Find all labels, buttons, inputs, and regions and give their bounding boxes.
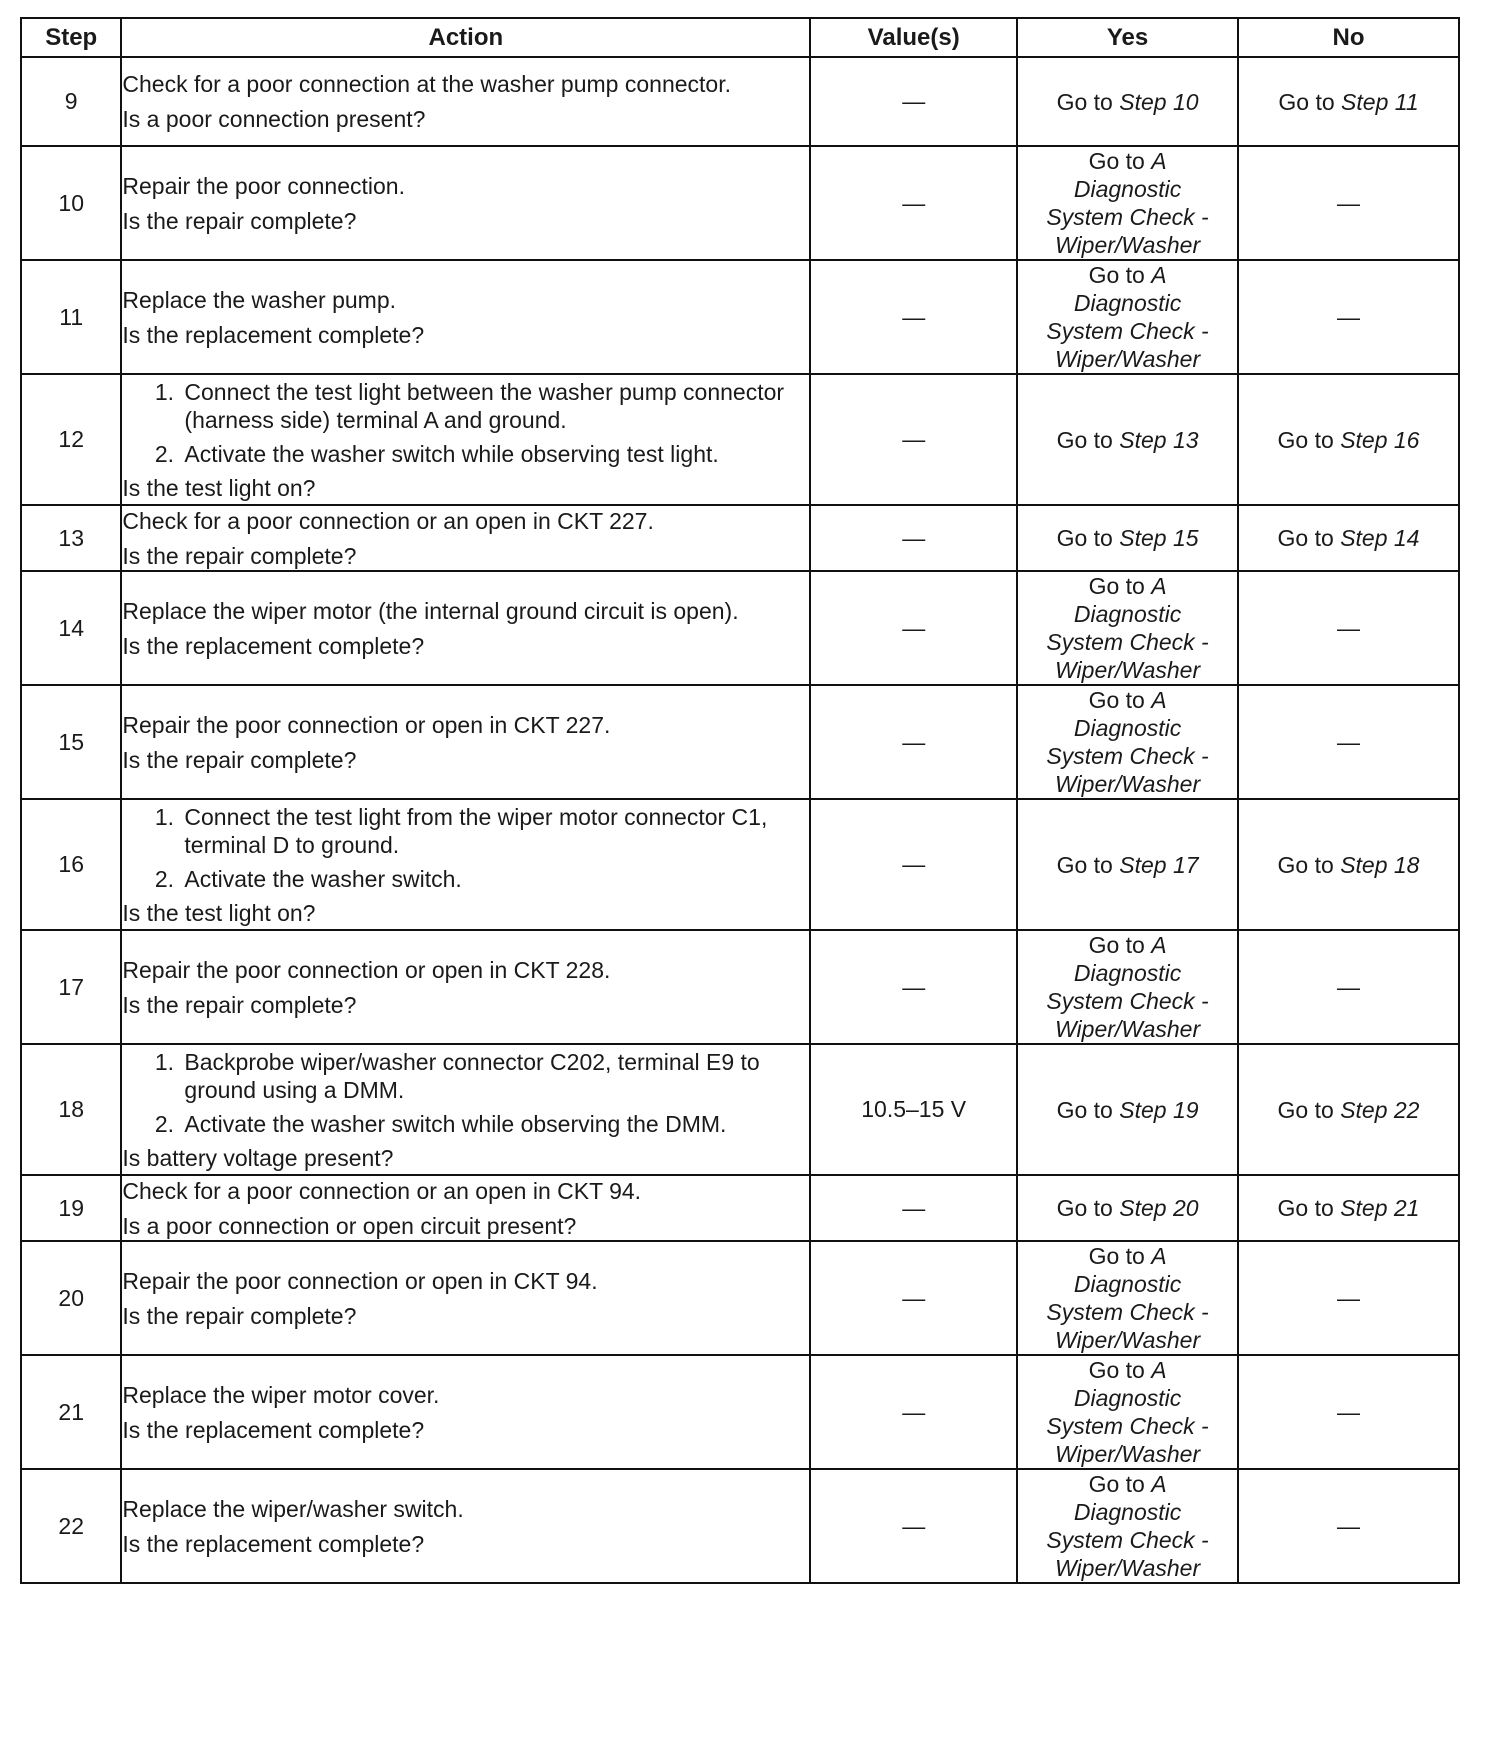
- no-cell: —: [1238, 685, 1459, 799]
- action-step-item: 1. Connect the test light between the washer pump connector (harness side) terminal A and ground.: [180, 378, 809, 434]
- diagnostic-table: [20, 17, 1460, 1584]
- step-number: 13: [21, 505, 121, 571]
- value-cell: —: [810, 146, 1017, 260]
- no-go-prefix: Go to: [1277, 525, 1334, 551]
- action-question: Is the replacement complete?: [122, 1530, 425, 1557]
- header-yes: Yes: [1017, 18, 1238, 57]
- value-cell: —: [810, 1175, 1017, 1241]
- yes-line-prefix: Go to: [1088, 1357, 1152, 1383]
- header-values: Value(s): [810, 18, 1017, 57]
- yes-line: Go to A: [1088, 573, 1167, 599]
- action-text: Replace the washer pump.: [122, 286, 397, 313]
- yes-cell[interactable]: [1017, 930, 1238, 1044]
- step-number: 9: [21, 57, 121, 146]
- header-step: Step: [21, 18, 121, 57]
- table-row: [21, 1175, 1459, 1241]
- table-row: [21, 1355, 1459, 1469]
- step-number: 11: [21, 260, 121, 374]
- action-question: Is the repair complete?: [122, 207, 357, 234]
- yes-line-prefix: Go to: [1088, 573, 1152, 599]
- action-cell: [121, 57, 810, 146]
- no-cell: [1238, 374, 1459, 505]
- action-text: Check for a poor connection at the washer pump connector.: [122, 71, 731, 97]
- no-cell: —: [1238, 571, 1459, 685]
- yes-line: Go to A: [1088, 148, 1167, 174]
- action-cell: [121, 374, 810, 505]
- action-question: Is the replacement complete?: [122, 1416, 425, 1443]
- no-go-prefix: Go to: [1278, 88, 1335, 115]
- action-question: Is a poor connection present?: [122, 106, 426, 132]
- value-cell: —: [810, 1355, 1017, 1469]
- action-text: Repair the poor connection or open in CKT 228.: [122, 956, 611, 983]
- table-body: [21, 57, 1459, 1583]
- value-cell: —: [810, 57, 1017, 146]
- yes-line: System Check -: [1046, 988, 1209, 1014]
- no-cell: —: [1238, 930, 1459, 1044]
- yes-line: Diagnostic: [1073, 960, 1182, 986]
- yes-cell: [1017, 1175, 1238, 1241]
- yes-step-link[interactable]: Step 13: [1119, 426, 1199, 453]
- no-step-link[interactable]: Step 18: [1340, 851, 1420, 878]
- table-header-row: [21, 18, 1459, 57]
- no-cell: —: [1238, 146, 1459, 260]
- yes-go-prefix: Go to: [1056, 851, 1113, 878]
- yes-cell: [1017, 374, 1238, 505]
- action-question: Is the test light on?: [122, 899, 316, 926]
- no-cell: —: [1238, 1355, 1459, 1469]
- no-cell: [1238, 1044, 1459, 1175]
- no-cell: [1238, 799, 1459, 930]
- action-question: Is the repair complete?: [122, 542, 357, 569]
- yes-line-prefix: Go to: [1088, 262, 1152, 288]
- step-number: 22: [21, 1469, 121, 1583]
- yes-line: Wiper/Washer: [1055, 1555, 1201, 1581]
- table-row: [21, 1241, 1459, 1355]
- action-text: Repair the poor connection or open in CKT 94.: [122, 1267, 598, 1294]
- yes-cell[interactable]: [1017, 1355, 1238, 1469]
- yes-step-link[interactable]: Step 17: [1119, 851, 1199, 878]
- action-cell: [121, 260, 810, 374]
- no-cell: —: [1238, 1241, 1459, 1355]
- value-cell: —: [810, 374, 1017, 505]
- yes-step-link[interactable]: Step 20: [1119, 1195, 1199, 1221]
- no-cell: —: [1238, 260, 1459, 374]
- action-step-item: 2. Activate the washer switch.: [180, 865, 809, 893]
- no-cell: —: [1238, 1469, 1459, 1583]
- no-go-prefix: Go to: [1277, 426, 1334, 453]
- yes-line: Wiper/Washer: [1055, 771, 1201, 797]
- action-text: Check for a poor connection or an open in CKT 227.: [122, 507, 654, 534]
- action-question: Is the replacement complete?: [122, 632, 425, 659]
- yes-line: System Check -: [1046, 743, 1209, 769]
- action-step-list: [122, 1048, 809, 1138]
- action-cell: [121, 930, 810, 1044]
- action-cell: [121, 505, 810, 571]
- no-go-prefix: Go to: [1277, 1195, 1334, 1221]
- action-question: Is the repair complete?: [122, 1302, 357, 1329]
- action-question: Is the repair complete?: [122, 746, 357, 773]
- yes-line: System Check -: [1046, 629, 1209, 655]
- yes-line: Diagnostic: [1073, 1271, 1182, 1297]
- value-cell: —: [810, 1469, 1017, 1583]
- yes-cell[interactable]: [1017, 1469, 1238, 1583]
- yes-line: Wiper/Washer: [1055, 1016, 1201, 1042]
- table-row: [21, 260, 1459, 374]
- yes-go-prefix: Go to: [1056, 426, 1113, 453]
- step-number: 16: [21, 799, 121, 930]
- action-step-item: 2. Activate the washer switch while observing the DMM.: [180, 1110, 809, 1138]
- yes-line: Diagnostic: [1073, 715, 1182, 741]
- yes-line: Wiper/Washer: [1055, 1327, 1201, 1353]
- table-row: [21, 146, 1459, 260]
- table-row: [21, 57, 1459, 146]
- action-step-item: 1. Backprobe wiper/washer connector C202, terminal E9 to ground using a DMM.: [180, 1048, 809, 1104]
- action-text: Repair the poor connection.: [122, 172, 405, 199]
- step-number: 10: [21, 146, 121, 260]
- yes-cell: [1017, 505, 1238, 571]
- yes-line: System Check -: [1046, 318, 1209, 344]
- action-text: Replace the wiper motor cover.: [122, 1381, 440, 1408]
- yes-cell: [1017, 799, 1238, 930]
- yes-line: Wiper/Washer: [1055, 346, 1201, 372]
- table-row: [21, 799, 1459, 930]
- yes-go-prefix: Go to: [1056, 525, 1113, 551]
- step-number: 14: [21, 571, 121, 685]
- yes-step-link[interactable]: Step 10: [1119, 88, 1199, 115]
- step-number: 12: [21, 374, 121, 505]
- no-step-link[interactable]: Step 14: [1340, 525, 1420, 551]
- table-row: [21, 1044, 1459, 1175]
- action-cell: [121, 571, 810, 685]
- yes-line: Wiper/Washer: [1055, 232, 1201, 258]
- yes-cell[interactable]: [1017, 571, 1238, 685]
- yes-line: Go to A: [1088, 932, 1167, 958]
- action-question: Is the test light on?: [122, 474, 316, 501]
- step-number: 21: [21, 1355, 121, 1469]
- step-number: 17: [21, 930, 121, 1044]
- no-go-prefix: Go to: [1277, 851, 1334, 878]
- yes-line-prefix: Go to: [1088, 1243, 1152, 1269]
- action-cell: [121, 1241, 810, 1355]
- yes-cell: [1017, 1044, 1238, 1175]
- action-text: Replace the wiper motor (the internal ground circuit is open).: [122, 597, 739, 624]
- yes-line: System Check -: [1046, 204, 1209, 230]
- value-cell: 10.5–15 V: [810, 1044, 1017, 1175]
- no-step-link[interactable]: Step 11: [1341, 88, 1419, 115]
- step-number: 19: [21, 1175, 121, 1241]
- action-step-item: 1. Connect the test light from the wiper motor connector C1, terminal D to ground.: [180, 803, 809, 859]
- value-cell: —: [810, 685, 1017, 799]
- action-cell: [121, 146, 810, 260]
- no-step-link[interactable]: Step 22: [1340, 1096, 1420, 1123]
- yes-line-prefix: Go to: [1088, 932, 1152, 958]
- header-no: No: [1238, 18, 1459, 57]
- action-text: Replace the wiper/washer switch.: [122, 1495, 464, 1522]
- yes-line: Go to A: [1088, 262, 1167, 288]
- no-cell: [1238, 505, 1459, 571]
- value-cell: —: [810, 571, 1017, 685]
- table-row: [21, 930, 1459, 1044]
- yes-cell[interactable]: [1017, 1241, 1238, 1355]
- action-cell: [121, 1044, 810, 1175]
- table-row: [21, 1469, 1459, 1583]
- yes-line: Diagnostic: [1073, 1385, 1182, 1411]
- yes-line-prefix: Go to: [1088, 1471, 1152, 1497]
- table-row: [21, 685, 1459, 799]
- value-cell: —: [810, 260, 1017, 374]
- yes-step-link[interactable]: Step 15: [1119, 525, 1199, 551]
- value-cell: —: [810, 505, 1017, 571]
- step-number: 15: [21, 685, 121, 799]
- action-cell: [121, 799, 810, 930]
- action-text: Check for a poor connection or an open in CKT 94.: [122, 1177, 642, 1204]
- yes-step-link[interactable]: Step 19: [1119, 1096, 1199, 1123]
- yes-line: Diagnostic: [1073, 290, 1182, 316]
- yes-line: System Check -: [1046, 1299, 1209, 1325]
- action-question: Is the replacement complete?: [122, 321, 425, 348]
- value-cell: —: [810, 930, 1017, 1044]
- yes-line: System Check -: [1046, 1413, 1209, 1439]
- table-row: [21, 505, 1459, 571]
- yes-line: Wiper/Washer: [1055, 1441, 1201, 1467]
- yes-go-prefix: Go to: [1056, 88, 1113, 115]
- yes-line: Go to A: [1088, 1357, 1167, 1383]
- action-cell: [121, 685, 810, 799]
- yes-line-prefix: Go to: [1088, 148, 1152, 174]
- value-cell: —: [810, 1241, 1017, 1355]
- action-step-list: [122, 803, 809, 893]
- no-cell: [1238, 57, 1459, 146]
- yes-cell[interactable]: [1017, 685, 1238, 799]
- table-row: [21, 571, 1459, 685]
- yes-go-prefix: Go to: [1056, 1195, 1113, 1221]
- no-go-prefix: Go to: [1277, 1096, 1334, 1123]
- action-step-item: 2. Activate the washer switch while observing test light.: [180, 440, 809, 468]
- value-cell: —: [810, 799, 1017, 930]
- action-step-list: [122, 378, 809, 468]
- no-cell: [1238, 1175, 1459, 1241]
- yes-cell: [1017, 57, 1238, 146]
- yes-cell[interactable]: [1017, 146, 1238, 260]
- action-cell: [121, 1175, 810, 1241]
- action-question: Is the repair complete?: [122, 991, 357, 1018]
- action-question: Is a poor connection or open circuit present?: [122, 1212, 577, 1239]
- action-cell: [121, 1469, 810, 1583]
- yes-line: Diagnostic: [1073, 1499, 1182, 1525]
- yes-go-prefix: Go to: [1056, 1096, 1113, 1123]
- header-action: Action: [121, 18, 810, 57]
- no-step-link[interactable]: Step 16: [1340, 426, 1420, 453]
- no-step-link[interactable]: Step 21: [1340, 1195, 1420, 1221]
- table-row: [21, 374, 1459, 505]
- yes-line: System Check -: [1046, 1527, 1209, 1553]
- action-cell: [121, 1355, 810, 1469]
- yes-line-prefix: Go to: [1088, 687, 1152, 713]
- step-number: 20: [21, 1241, 121, 1355]
- action-question: Is battery voltage present?: [122, 1144, 394, 1171]
- yes-line: Wiper/Washer: [1055, 657, 1201, 683]
- step-number: 18: [21, 1044, 121, 1175]
- yes-line: Go to A: [1088, 1471, 1167, 1497]
- yes-line: Diagnostic: [1073, 176, 1182, 202]
- yes-line: Go to A: [1088, 1243, 1167, 1269]
- yes-cell[interactable]: [1017, 260, 1238, 374]
- yes-line: Go to A: [1088, 687, 1167, 713]
- yes-line: Diagnostic: [1073, 601, 1182, 627]
- action-text: Repair the poor connection or open in CKT 227.: [122, 711, 611, 738]
